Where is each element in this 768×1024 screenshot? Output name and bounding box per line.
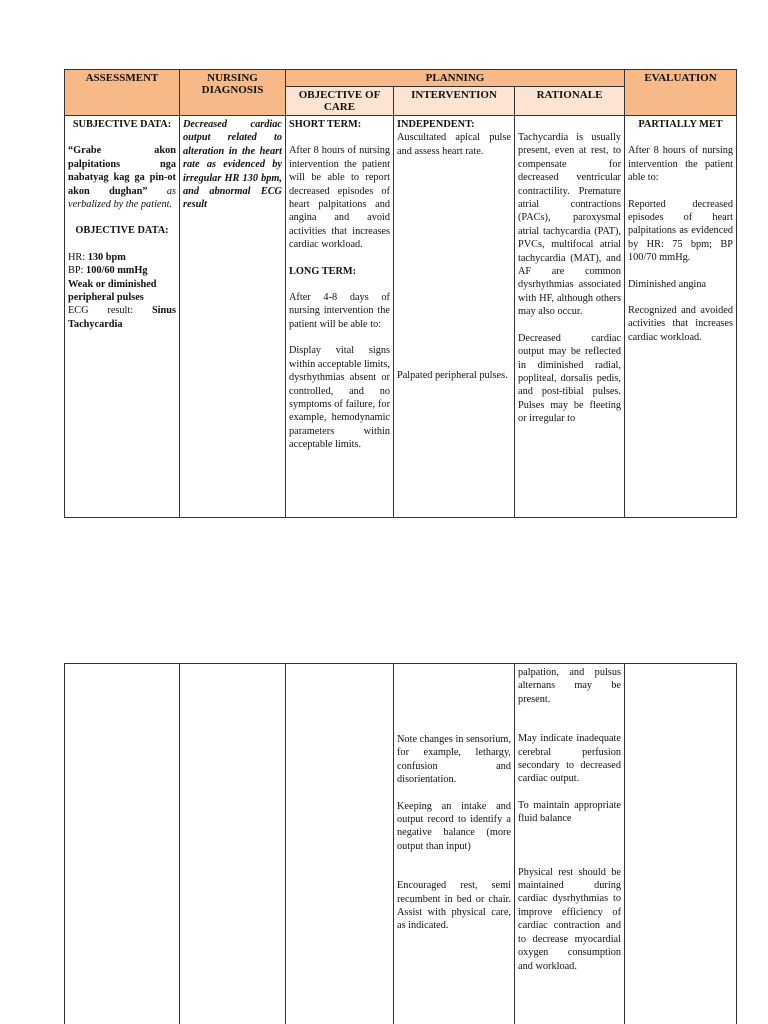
long-term-title: LONG TERM: xyxy=(289,265,357,277)
rationale-5: Physical rest should be maintained during cardiac dysrhythmias to improve efficiency of cardiac contraction and to decrease myocardial oxygen consumption and workload. xyxy=(518,866,621,972)
objective-data-title: OBJECTIVE DATA: xyxy=(75,225,169,237)
rationale-2b: palpation, and pulsus alternans may be present. xyxy=(518,667,621,705)
header-assessment: ASSESSMENT xyxy=(65,70,180,116)
intervention-3: Note changes in sensorium, for example, lethargy, confusion and disorientation. xyxy=(397,734,511,786)
pulses-finding: Weak or diminished peripheral pulses xyxy=(68,278,157,304)
header-intervention: INTERVENTION xyxy=(394,87,515,116)
intervention-1: Auscultated apical pulse and assess heart rate. xyxy=(397,132,511,157)
header-rationale: RATIONALE xyxy=(515,87,625,116)
verbalized-note: verbalized by the patient. xyxy=(68,199,173,211)
intervention-5: Encouraged rest, semi recumbent in bed or chair. Assist with physical care, as indicated. xyxy=(397,880,511,932)
intervention-4: Keeping an intake and output record to identify a negative balance (more output than input) xyxy=(397,800,511,852)
objective-cell xyxy=(286,116,394,518)
header-planning: PLANNING xyxy=(286,70,625,87)
objective-cell-cont xyxy=(286,664,394,1024)
assessment-cell-cont xyxy=(65,664,180,1024)
rationale-1: Tachycardia is usually present, even at rest, to compensate for decreased ventricular contractility. Premature atrial contractions (PACs), paroxysmal atrial tachycardia (PAT), PVCs, multifocal atrial tachycardia (MAT), and AF are common dysrhythmias associated with HF, although others may also occur. xyxy=(518,132,621,318)
diagnosis-cell xyxy=(180,116,286,518)
hr-value: 130 bpm xyxy=(87,251,126,263)
subjective-data-title: SUBJECTIVE DATA: xyxy=(72,119,172,130)
evaluation-cell xyxy=(625,116,737,518)
diagnosis-cell-cont xyxy=(180,664,286,1024)
header-objective-of-care: OBJECTIVE OF CARE xyxy=(286,87,394,116)
nursing-diagnosis-text: Decreased cardiac output related to alteration in the heart rate as evidenced by irregular HR 130 bpm, and abnormal ECG result xyxy=(183,119,282,211)
intervention-cell-cont xyxy=(394,664,515,1024)
care-plan-table-page1 xyxy=(64,69,737,518)
intervention-cell xyxy=(394,116,515,518)
ecg-value: Sinus Tachycardia xyxy=(68,305,177,330)
evaluation-cell-cont xyxy=(625,664,737,1024)
short-term-title: SHORT TERM: xyxy=(289,119,362,130)
rationale-2a: Decreased cardiac output may be reflected in diminished radial, popliteal, dorsalis pedis, and post-tibial pulses. Pulses may be fleeting or irregular to xyxy=(518,332,621,425)
rationale-4: To maintain appropriate fluid balance xyxy=(518,799,621,825)
care-plan-table-page2 xyxy=(64,663,737,1024)
bp-value: 100/60 mmHg xyxy=(86,265,148,277)
evaluation-1: Reported decreased episodes of heart palpitations as evidenced by HR: 75 bpm; BP 100/70 mmHg. xyxy=(628,198,733,264)
rationale-cell-cont xyxy=(515,664,625,1024)
short-term-text: After 8 hours of nursing intervention the patient will be able to report decreased episodes of heart palpitations and angina and avoid activities that increases cardiac workload. xyxy=(289,145,390,251)
evaluation-2: Diminished angina xyxy=(628,278,707,290)
patient-quote: “Grabe akon palpitations nga nabatyag kag ga pin-ot akon dughan” xyxy=(68,145,176,197)
evaluation-status: PARTIALLY MET xyxy=(638,119,723,130)
intervention-2: Palpated peripheral pulses. xyxy=(397,370,508,382)
long-term-goal: Display vital signs within acceptable limits, dysrhythmias absent or controlled, and no symptoms of failure, for example, hemodynamic parameters within acceptable limits. xyxy=(289,345,390,451)
header-evaluation: EVALUATION xyxy=(625,70,737,116)
rationale-3: May indicate inadequate cerebral perfusion secondary to decreased cardiac output. xyxy=(518,733,621,785)
long-term-text: After 4-8 days of nursing intervention the patient will be able to: xyxy=(289,292,390,330)
independent-title: INDEPENDENT: xyxy=(397,119,475,130)
assessment-cell: SUBJECTIVE DATA: “Grabe akon palpitations nga nabatyag kag ga pin-ot akon dughan” as verbalized by the patient. OBJECTIVE DATA: HR: 130 bpm BP: 100/60 mmHg Weak or diminished peripheral pulses ECG result: Sinus Tachycardia xyxy=(65,116,180,518)
rationale-cell xyxy=(515,116,625,518)
header-nursing-diagnosis: NURSING DIAGNOSIS xyxy=(180,70,286,116)
evaluation-3: Recognized and avoided activities that increases cardiac workload. xyxy=(628,305,733,343)
evaluation-intro: After 8 hours of nursing intervention the patient able to: xyxy=(628,145,733,184)
